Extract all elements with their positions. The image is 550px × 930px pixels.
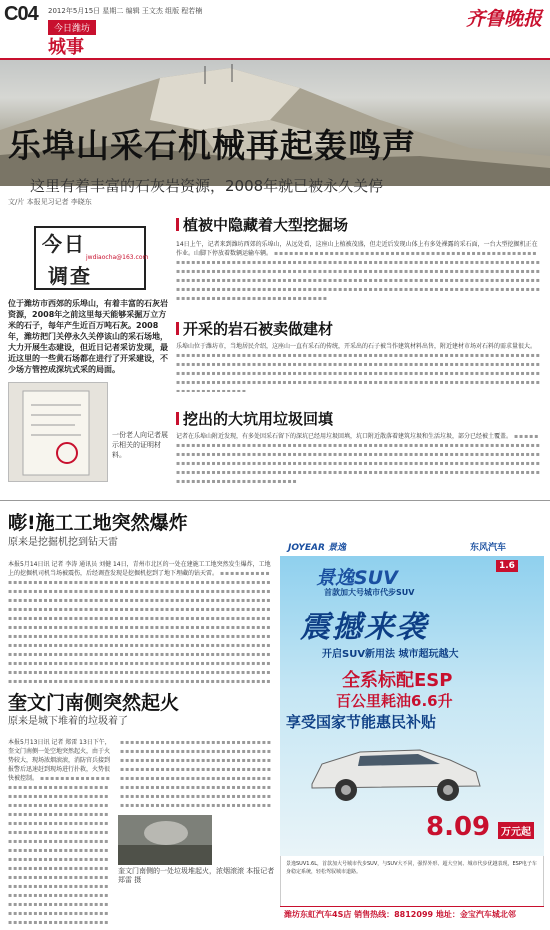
story2-body <box>8 560 274 684</box>
investigation-label-top: 今日 <box>42 232 86 256</box>
ad-model-name: 景逸SUV <box>316 567 398 589</box>
ad-feature-subsidy: 享受国家节能惠民补贴 <box>286 713 437 731</box>
section-heading-1: 植被中隐藏着大型挖掘场 <box>176 214 348 235</box>
ad-feature-esp: 全系标配ESP <box>342 670 453 691</box>
subheadline: 这里有着丰富的石灰岩资源，2008年就已被永久关停 <box>30 177 384 195</box>
byline: 文/片 本报见习记者 李晓东 <box>8 198 92 206</box>
story2-body-filler: ▪▪▪▪▪▪▪▪▪▪▪▪▪▪▪▪▪▪▪▪▪▪▪▪▪▪▪▪▪▪▪▪▪▪▪▪▪▪▪▪▪▪▪▪▪▪▪▪▪▪▪▪▪▪▪▪▪▪▪▪▪▪▪▪▪▪▪▪▪▪▪▪▪▪▪▪▪▪▪▪▪▪▪▪▪▪▪▪▪▪▪▪▪▪▪▪▪▪▪▪▪▪▪▪▪▪▪▪▪▪▪▪▪▪▪▪▪▪▪▪▪▪▪▪▪▪▪▪▪▪▪▪▪▪▪▪▪▪▪▪▪▪▪▪▪▪▪▪▪▪▪▪▪▪▪▪▪▪▪▪▪▪▪▪▪▪▪▪▪▪▪▪▪▪▪▪▪▪▪▪▪▪▪▪▪▪▪▪▪▪▪▪▪▪▪▪▪▪▪▪▪▪▪▪▪▪▪▪▪▪▪▪▪▪▪▪▪▪▪▪▪▪▪▪▪▪▪▪▪▪▪▪▪▪▪▪▪▪▪▪▪▪▪▪▪▪▪▪▪▪▪▪▪▪▪▪▪▪▪▪▪▪▪▪▪▪▪▪▪▪▪▪▪▪▪▪▪▪▪▪▪▪▪▪▪▪▪▪▪▪▪▪▪▪▪▪▪▪▪▪▪▪▪▪▪▪▪▪▪▪▪▪▪▪▪▪▪▪▪▪▪▪▪▪▪▪▪▪▪▪▪▪▪▪▪▪▪▪▪▪▪▪▪▪▪▪▪▪▪▪▪▪▪▪▪▪▪▪▪▪▪▪▪▪▪▪▪▪▪▪▪▪▪▪▪▪▪▪▪▪▪▪▪▪▪▪▪▪▪▪▪▪▪▪▪▪▪▪▪▪▪▪▪▪▪▪▪▪▪▪▪▪▪▪▪▪▪▪▪▪▪▪▪▪▪▪▪▪▪▪▪▪▪▪▪▪▪▪▪▪▪▪▪▪▪▪▪▪▪▪▪▪▪▪▪▪▪▪▪▪▪▪▪▪▪▪▪▪▪▪▪▪▪▪▪▪▪▪▪▪▪▪▪▪▪▪▪▪▪▪▪▪▪▪▪▪▪▪▪▪▪▪▪▪▪▪▪▪▪▪▪▪▪▪▪▪▪▪▪▪▪▪▪▪▪▪▪▪▪▪▪▪▪▪▪▪▪▪▪▪▪▪▪▪▪▪▪▪▪▪▪▪▪▪▪▪▪▪▪▪▪▪▪▪▪▪▪▪▪▪▪▪▪▪▪▪▪▪▪▪▪▪▪▪▪▪▪▪▪▪▪▪▪▪▪▪▪▪▪▪▪▪▪▪▪▪▪▪▪▪▪▪▪▪▪▪▪▪▪▪▪▪▪▪▪▪▪▪▪▪▪▪▪▪ <box>8 570 272 684</box>
investigation-email[interactable]: jwdiaocha@163.com <box>86 254 149 261</box>
suv-illustration <box>300 738 490 808</box>
section-heading-2: 开采的岩石被卖做建材 <box>176 318 333 339</box>
car-image <box>300 738 490 808</box>
masthead-logo: 齐鲁晚报 <box>465 8 542 30</box>
fire-illustration <box>118 815 212 865</box>
story3-body <box>8 738 114 924</box>
ad-dealer-info: 潍坊东虹汽车4S店 销售热线：8812099 地址：金宝汽车城北邻 <box>284 910 516 919</box>
section-body-3 <box>176 432 542 490</box>
section-divider <box>0 500 550 501</box>
lede-paragraph: 位于潍坊市西郊的乐埠山，有着丰富的石灰岩资源，2008年之前这里每天能够采掘万立方米的石子，每年产生近百万吨石灰。2008年，潍坊把门关停永久关停该山的采石场地，大力开展生态建设，但近日记者采访发现，最近这里的一些黄石场都在进行了开采建设，不少场方管控成深坑式采的局面。 <box>8 299 168 374</box>
fire-photo-caption: 奎文门南侧的一处垃圾堆起火，浓烟滚滚 本报记者 郑雷 摄 <box>118 867 275 884</box>
story2-dek: 原来是挖掘机挖到钻天雷 <box>8 537 118 548</box>
ad-price: 8.09 <box>426 812 491 842</box>
document-photo <box>8 382 108 482</box>
ad-fine-print: 景逸SUV1.6L，首款加大号城市代步SUV，与SUV大不同，强悍外形、超大空间、城市代步优越表现，ESP电子车身稳定系统，轻松驾驭城市道路。 <box>286 861 537 875</box>
story3-dek: 原来是城下堆着的垃圾着了 <box>8 716 128 727</box>
ad-feature-fuel: 百公里耗油6.6升 <box>336 692 453 710</box>
section-body-3-filler: ▪▪▪▪▪▪▪▪▪▪▪▪▪▪▪▪▪▪▪▪▪▪▪▪▪▪▪▪▪▪▪▪▪▪▪▪▪▪▪▪▪▪▪▪▪▪▪▪▪▪▪▪▪▪▪▪▪▪▪▪▪▪▪▪▪▪▪▪▪▪▪▪▪▪▪▪▪▪▪▪▪▪▪▪▪▪▪▪▪▪▪▪▪▪▪▪▪▪▪▪▪▪▪▪▪▪▪▪▪▪▪▪▪▪▪▪▪▪▪▪▪▪▪▪▪▪▪▪▪▪▪▪▪▪▪▪▪▪▪▪▪▪▪▪▪▪▪▪▪▪▪▪▪▪▪▪▪▪▪▪▪▪▪▪▪▪▪▪▪▪▪▪▪▪▪▪▪▪▪▪▪▪▪▪▪▪▪▪▪▪▪▪▪▪▪▪▪▪▪▪▪▪▪▪▪▪▪▪▪▪▪▪▪▪▪▪▪▪▪▪▪▪▪▪▪▪▪▪▪▪▪▪▪▪▪▪▪▪▪▪▪▪▪▪▪▪▪▪▪▪▪▪▪▪▪▪▪▪▪▪▪▪▪▪▪▪▪▪▪▪▪▪▪▪▪▪▪▪▪▪▪▪▪▪▪▪▪▪▪▪▪▪▪▪▪▪▪▪▪▪▪▪▪▪▪▪▪▪▪▪▪▪▪▪▪▪▪ <box>176 433 541 485</box>
investigation-label-bottom: 调查 <box>48 264 92 288</box>
story2-body-text: 本报5月14日讯 记者 李涛 通讯员 刘健 14日，青州市北区的一处在建施工工地突然发生爆炸，工地上的挖掘机司机当场被震伤，后经调查发现是挖掘机挖到了地下埋藏的钻天雷。 <box>8 561 271 577</box>
section-body-1-text: 14日上午，记者来到潍坊西郊的乐埠山，从远处看，这座山上植被茂盛，但走近后发现山体上有多处裸露的采石面，一台大型挖掘机正在作业。山脚下停放着数辆运输车辆。 <box>176 241 538 257</box>
section-body-2-filler: ▪▪▪▪▪▪▪▪▪▪▪▪▪▪▪▪▪▪▪▪▪▪▪▪▪▪▪▪▪▪▪▪▪▪▪▪▪▪▪▪▪▪▪▪▪▪▪▪▪▪▪▪▪▪▪▪▪▪▪▪▪▪▪▪▪▪▪▪▪▪▪▪▪▪▪▪▪▪▪▪▪▪▪▪▪▪▪▪▪▪▪▪▪▪▪▪▪▪▪▪▪▪▪▪▪▪▪▪▪▪▪▪▪▪▪▪▪▪▪▪▪▪▪▪▪▪▪▪▪▪▪▪▪▪▪▪▪▪▪▪▪▪▪▪▪▪▪▪▪▪▪▪▪▪▪▪▪▪▪▪▪▪▪▪▪▪▪▪▪▪▪▪▪▪▪▪▪▪▪▪▪▪▪▪▪▪▪▪▪▪▪▪▪▪▪▪▪▪▪▪▪▪▪▪▪▪▪▪▪▪▪▪▪▪▪▪▪▪▪▪▪▪▪▪▪▪▪▪▪▪▪▪▪▪▪▪▪▪▪▪▪▪▪▪▪▪▪▪▪▪▪▪▪▪▪▪▪▪▪▪▪▪▪▪▪▪▪▪▪▪▪▪▪▪▪▪▪▪▪▪▪▪▪▪▪▪▪▪▪▪▪▪▪▪▪▪▪▪▪▪▪▪ <box>176 352 541 392</box>
story2-headline: 嘭!施工工地突然爆炸 <box>8 512 188 534</box>
section-body-3-text: 记者在乐埠山附近发现，有多处因采石留下的深坑已经用垃圾回填，坑口附近散落着建筑垃圾和生活垃圾，部分已经被土覆盖。 <box>176 433 513 440</box>
story3-headline: 奎文门南侧突然起火 <box>8 692 180 714</box>
date-line: 2012年5月15日 星期二 编辑 王文杰 组版 程若楠 <box>48 7 203 15</box>
headline: 乐埠山采石机械再起轰鸣声 <box>8 126 416 165</box>
ad-model-tag: 1.6 <box>496 560 518 572</box>
document-illustration <box>9 383 109 483</box>
ad-big-slogan: 震撼来袭 <box>300 610 428 645</box>
section-body-1-filler: ▪▪▪▪▪▪▪▪▪▪▪▪▪▪▪▪▪▪▪▪▪▪▪▪▪▪▪▪▪▪▪▪▪▪▪▪▪▪▪▪▪▪▪▪▪▪▪▪▪▪▪▪▪▪▪▪▪▪▪▪▪▪▪▪▪▪▪▪▪▪▪▪▪▪▪▪▪▪▪▪▪▪▪▪▪▪▪▪▪▪▪▪▪▪▪▪▪▪▪▪▪▪▪▪▪▪▪▪▪▪▪▪▪▪▪▪▪▪▪▪▪▪▪▪▪▪▪▪▪▪▪▪▪▪▪▪▪▪▪▪▪▪▪▪▪▪▪▪▪▪▪▪▪▪▪▪▪▪▪▪▪▪▪▪▪▪▪▪▪▪▪▪▪▪▪▪▪▪▪▪▪▪▪▪▪▪▪▪▪▪▪▪▪▪▪▪▪▪▪▪▪▪▪▪▪▪▪▪▪▪▪▪▪▪▪▪▪▪▪▪▪▪▪▪▪▪▪▪▪▪▪▪▪▪▪▪▪▪▪▪▪▪▪▪▪▪▪▪▪▪▪▪▪▪▪▪▪▪▪▪▪▪▪▪▪▪▪▪▪▪▪▪▪▪▪▪▪▪▪▪▪▪▪▪▪▪▪▪▪▪▪▪▪▪▪▪▪▪▪▪▪▪▪▪▪▪▪▪▪▪▪▪▪▪▪▪▪▪▪▪▪▪▪▪▪▪▪▪▪▪▪▪▪▪▪▪▪▪▪▪▪▪▪▪▪▪▪▪▪▪▪▪▪▪▪▪▪▪▪▪▪▪▪▪▪▪▪▪▪▪ <box>176 250 541 302</box>
section-heading-3: 挖出的大坑用垃圾回填 <box>176 408 333 429</box>
section-tag: 今日潍坊 <box>48 20 96 35</box>
fire-photo <box>118 815 212 865</box>
ad-price-unit: 万元起 <box>498 822 534 839</box>
section-body-2-text: 乐埠山位于潍坊市，当地居民介绍，这座山一直有采石的传统，开采出的石子被当作建筑材料出售，附近建材市场对石料的需求量很大。 <box>176 343 537 350</box>
story3-body-filler: ▪▪▪▪▪▪▪▪▪▪▪▪▪▪▪▪▪▪▪▪▪▪▪▪▪▪▪▪▪▪▪▪▪▪▪▪▪▪▪▪▪▪▪▪▪▪▪▪▪▪▪▪▪▪▪▪▪▪▪▪▪▪▪▪▪▪▪▪▪▪▪▪▪▪▪▪▪▪▪▪▪▪▪▪▪▪▪▪▪▪▪▪▪▪▪▪▪▪▪▪▪▪▪▪▪▪▪▪▪▪▪▪▪▪▪▪▪▪▪▪▪▪▪▪▪▪▪▪▪▪▪▪▪▪▪▪▪▪▪▪▪▪▪▪▪▪▪▪▪▪▪▪▪▪▪▪▪▪▪▪▪▪▪▪▪▪▪▪▪▪▪▪▪▪▪▪▪▪▪▪▪▪▪▪▪▪▪▪▪▪▪▪▪▪▪▪▪▪▪▪▪▪▪▪▪▪▪▪▪▪▪▪▪▪▪▪▪▪▪▪▪▪▪▪▪▪▪▪▪▪▪▪▪▪▪▪▪▪▪▪▪▪▪▪▪▪▪▪▪▪▪▪▪▪▪▪▪▪▪▪▪▪▪▪▪▪▪▪▪▪▪▪▪▪▪▪▪▪▪▪▪▪▪▪▪▪▪▪▪▪▪▪▪▪▪▪▪▪▪▪▪▪▪▪▪▪▪▪▪▪▪▪▪▪▪▪▪▪▪▪▪▪▪▪▪▪▪▪▪▪▪▪▪▪ <box>8 775 111 924</box>
story3-body-col2-filler: ▪▪▪▪▪▪▪▪▪▪▪▪▪▪▪▪▪▪▪▪▪▪▪▪▪▪▪▪▪▪▪▪▪▪▪▪▪▪▪▪▪▪▪▪▪▪▪▪▪▪▪▪▪▪▪▪▪▪▪▪▪▪▪▪▪▪▪▪▪▪▪▪▪▪▪▪▪▪▪▪▪▪▪▪▪▪▪▪▪▪▪▪▪▪▪▪▪▪▪▪▪▪▪▪▪▪▪▪▪▪▪▪▪▪▪▪▪▪▪▪▪▪▪▪▪▪▪▪▪▪▪▪▪▪▪▪▪▪▪▪▪▪▪▪▪▪▪▪▪▪▪▪▪▪▪▪▪▪▪▪▪▪▪▪▪▪▪▪▪▪▪▪▪▪▪▪▪▪▪▪▪▪▪▪▪▪▪▪▪▪▪▪▪▪▪▪▪▪▪▪▪▪▪▪▪▪▪▪▪▪▪▪▪▪▪▪▪▪▪▪▪▪▪▪▪▪▪▪▪▪▪▪▪▪▪▪▪▪▪▪ <box>120 739 272 809</box>
section-title: 城事 <box>48 37 84 58</box>
ad-tagline: 首款加大号城市代步SUV <box>324 588 415 597</box>
page-number: C04 <box>4 3 38 25</box>
ad-subline: 开启SUV新用法 城市超玩越大 <box>322 649 459 660</box>
section-body-1 <box>176 240 542 302</box>
story3-body-text: 本报5月13日讯 记者 郑雷 13日下午，奎文门南侧一处空地突然起火，由于火势较大，现场浓烟滚滚，消防官兵接到报警后迅速赶到现场进行扑救，火势很快被控制。 <box>8 739 111 782</box>
section-body-2 <box>176 342 542 392</box>
ad-brand-right: 东风汽车 <box>470 543 507 553</box>
story3-body-col2 <box>120 738 274 810</box>
ad-brand-left: JOYEAR 景逸 <box>288 543 347 553</box>
document-caption: 一份老人向记者展示相关的证明材料。 <box>112 431 168 459</box>
